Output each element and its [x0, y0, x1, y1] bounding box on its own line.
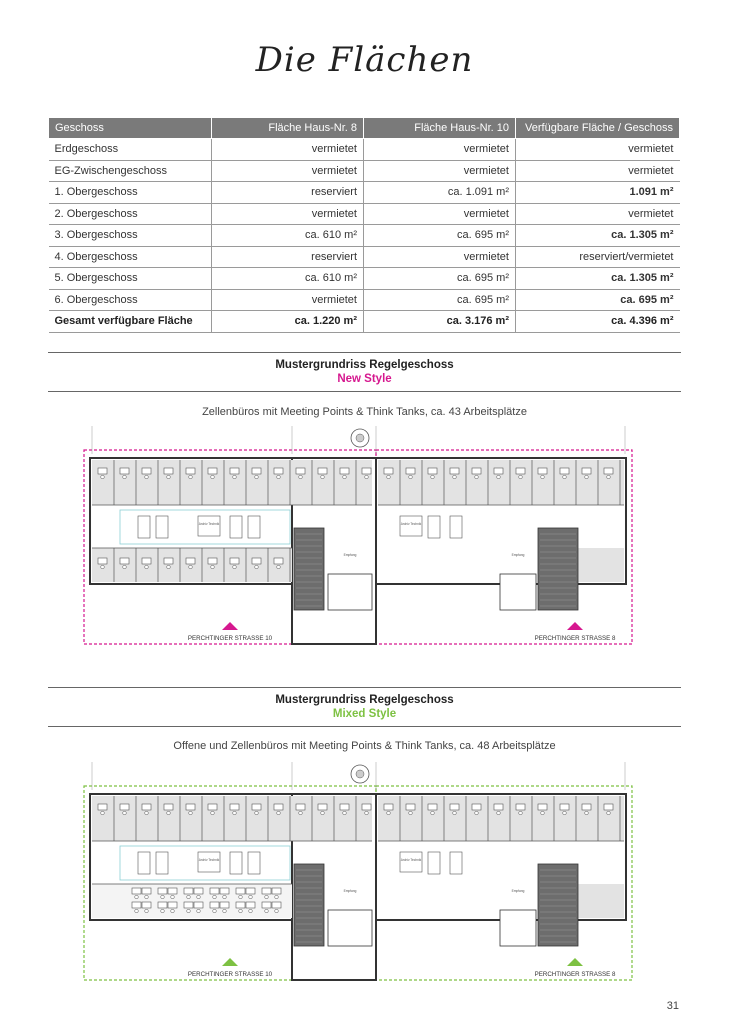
chair	[187, 895, 191, 899]
page-title: Die Flächen	[255, 40, 474, 80]
wc-block-left	[328, 574, 372, 610]
cell-haus8: ca. 610 m²	[212, 268, 364, 290]
meeting-table	[428, 852, 440, 874]
desk	[472, 468, 481, 474]
desk	[230, 468, 239, 474]
chair	[213, 895, 217, 899]
cell-floor: Gesamt verfügbare Fläche	[49, 311, 212, 333]
room-label: Archiv Technik	[400, 858, 422, 862]
desk	[164, 804, 173, 810]
chair	[387, 811, 391, 815]
entrance-triangle	[567, 958, 583, 966]
chair	[135, 895, 139, 899]
cell-haus10: ca. 3.176 m²	[364, 311, 516, 333]
meeting-table	[450, 852, 462, 874]
meeting-table	[138, 516, 150, 538]
section-description: Zellenbüros mit Meeting Points & Think Tanks, ca. 43 Arbeitsplätze	[202, 406, 527, 418]
meeting-table	[248, 516, 260, 538]
chair	[277, 475, 281, 479]
chair	[607, 811, 611, 815]
chair	[453, 475, 457, 479]
cell-haus8: vermietet	[212, 139, 364, 161]
desk	[120, 468, 129, 474]
chair	[189, 475, 193, 479]
desk	[406, 468, 415, 474]
cell-floor: 4. Obergeschoss	[49, 246, 212, 268]
desk	[186, 804, 195, 810]
chair	[475, 811, 479, 815]
section-rule	[48, 726, 681, 727]
chair	[321, 475, 325, 479]
chair	[211, 565, 215, 569]
chair	[167, 811, 171, 815]
chair	[213, 909, 217, 913]
desk	[168, 902, 177, 908]
meeting-table	[156, 852, 168, 874]
table-row	[49, 160, 680, 182]
cell-haus10: vermietet	[364, 139, 516, 161]
table-row	[49, 139, 680, 161]
desk	[230, 804, 239, 810]
spiral-stair-core	[356, 434, 364, 442]
section-rule	[48, 391, 681, 392]
chair	[233, 565, 237, 569]
desk	[230, 558, 239, 564]
desk	[186, 468, 195, 474]
cell-haus10: vermietet	[364, 246, 516, 268]
cell-floor: Erdgeschoss	[49, 139, 212, 161]
section-title: Mustergrundriss Regelgeschoss	[275, 694, 454, 706]
desk	[120, 558, 129, 564]
desk	[184, 902, 193, 908]
chair	[541, 475, 545, 479]
desk	[272, 888, 281, 894]
meeting-table	[138, 852, 150, 874]
meeting-table	[248, 852, 260, 874]
desk	[142, 902, 151, 908]
table-row	[49, 203, 680, 225]
chair	[255, 565, 259, 569]
chair	[211, 811, 215, 815]
chair	[255, 811, 259, 815]
desk	[604, 804, 613, 810]
section-title: Mustergrundriss Regelgeschoss	[275, 359, 454, 371]
meeting-table	[450, 516, 462, 538]
desk	[210, 888, 219, 894]
chair	[497, 811, 501, 815]
room-label: Empfang	[511, 553, 525, 557]
section-style: New Style	[337, 373, 392, 385]
room-label: Archiv Technik	[198, 522, 220, 526]
stair-core-left	[294, 528, 324, 610]
table-row	[49, 182, 680, 204]
chair	[365, 811, 369, 815]
chair	[101, 475, 105, 479]
floor-plan-new-style	[80, 424, 640, 664]
office-row-bottom-right	[576, 548, 624, 582]
desk	[184, 888, 193, 894]
think-tank	[198, 852, 220, 872]
chair	[409, 811, 413, 815]
desk	[384, 804, 393, 810]
chair	[167, 565, 171, 569]
section-rule	[48, 352, 681, 353]
table-header-row	[49, 118, 680, 139]
floor-plan-drawing	[80, 424, 640, 664]
chair	[187, 909, 191, 913]
entrance-triangle	[222, 622, 238, 630]
chair	[541, 811, 545, 815]
cell-available: vermietet	[516, 139, 680, 161]
desk	[274, 804, 283, 810]
chair	[189, 811, 193, 815]
chair	[321, 811, 325, 815]
desk	[538, 468, 547, 474]
chair	[265, 909, 269, 913]
chair	[255, 475, 259, 479]
chair	[123, 475, 127, 479]
office-row-bottom-right	[576, 884, 624, 918]
chair	[497, 475, 501, 479]
chair	[223, 909, 227, 913]
desk	[132, 902, 141, 908]
desk	[538, 804, 547, 810]
desk	[340, 804, 349, 810]
room-label: Empfang	[343, 889, 357, 893]
chair	[277, 565, 281, 569]
chair	[585, 475, 589, 479]
chair	[607, 475, 611, 479]
room-label: Archiv Technik	[198, 858, 220, 862]
desk	[296, 804, 305, 810]
chair	[563, 811, 567, 815]
desk	[194, 902, 203, 908]
cell-haus10: vermietet	[364, 203, 516, 225]
cell-haus10: vermietet	[364, 160, 516, 182]
desk	[582, 468, 591, 474]
chair	[145, 811, 149, 815]
desk	[132, 888, 141, 894]
spiral-stair-core	[356, 770, 364, 778]
header-floor: Geschoss	[49, 118, 212, 139]
think-tank	[198, 516, 220, 536]
stair-core-right	[538, 528, 578, 610]
floor-plan-drawing	[80, 760, 640, 1000]
chair	[409, 475, 413, 479]
header-haus8: Fläche Haus-Nr. 8	[212, 118, 364, 139]
cell-haus8: reserviert	[212, 246, 364, 268]
desk	[208, 558, 217, 564]
desk	[450, 468, 459, 474]
chair	[275, 909, 279, 913]
desk	[450, 804, 459, 810]
office-row-top	[92, 460, 372, 505]
header-haus10: Fläche Haus-Nr. 10	[364, 118, 516, 139]
desk	[98, 468, 107, 474]
cell-available: reserviert/vermietet	[516, 246, 680, 268]
room-label: Empfang	[511, 889, 525, 893]
cell-haus10: ca. 695 m²	[364, 289, 516, 311]
chair	[343, 811, 347, 815]
wc-block-left	[328, 910, 372, 946]
desk	[516, 804, 525, 810]
cell-available: vermietet	[516, 203, 680, 225]
chair	[233, 811, 237, 815]
cell-floor: 1. Obergeschoss	[49, 182, 212, 204]
chair	[365, 475, 369, 479]
chair	[171, 895, 175, 899]
chair	[197, 909, 201, 913]
desk	[98, 804, 107, 810]
chair	[101, 565, 105, 569]
desk	[516, 468, 525, 474]
entrance-label-right: PERCHTINGER STRASSE 8	[534, 971, 616, 978]
desk	[142, 468, 151, 474]
chair	[161, 909, 165, 913]
desk	[236, 888, 245, 894]
chair	[211, 475, 215, 479]
cell-haus8: ca. 610 m²	[212, 225, 364, 247]
chair	[135, 909, 139, 913]
desk	[236, 902, 245, 908]
cell-available: 1.091 m²	[516, 182, 680, 204]
desk	[220, 902, 229, 908]
cell-haus8: vermietet	[212, 203, 364, 225]
section-description: Offene und Zellenbüros mit Meeting Points & Think Tanks, ca. 48 Arbeitsplätze	[173, 740, 556, 752]
desk	[262, 888, 271, 894]
cell-haus10: ca. 695 m²	[364, 268, 516, 290]
cell-haus10: ca. 1.091 m²	[364, 182, 516, 204]
desk	[274, 558, 283, 564]
cell-floor: 5. Obergeschoss	[49, 268, 212, 290]
chair	[431, 475, 435, 479]
desk	[158, 888, 167, 894]
desk	[604, 468, 613, 474]
desk	[428, 468, 437, 474]
chair	[145, 565, 149, 569]
desk	[220, 888, 229, 894]
office-row-bottom	[92, 548, 292, 582]
floor-plan-mixed-style	[80, 760, 640, 1000]
stair-core-left	[294, 864, 324, 946]
chair	[239, 909, 243, 913]
desk	[318, 804, 327, 810]
desk	[560, 468, 569, 474]
table-row	[49, 268, 680, 290]
chair	[387, 475, 391, 479]
desk	[582, 804, 591, 810]
chair	[275, 895, 279, 899]
section-style: Mixed Style	[332, 708, 397, 720]
desk	[428, 804, 437, 810]
desk	[494, 804, 503, 810]
desk	[274, 468, 283, 474]
desk	[246, 902, 255, 908]
chair	[123, 565, 127, 569]
desk	[210, 902, 219, 908]
header-available: Verfügbare Fläche / Geschoss	[516, 118, 680, 139]
chair	[145, 475, 149, 479]
desk	[340, 468, 349, 474]
think-tank	[400, 516, 422, 536]
chair	[249, 895, 253, 899]
entrance-label-left: PERCHTINGER STRASSE 10	[187, 635, 273, 642]
chair	[299, 811, 303, 815]
chair	[475, 475, 479, 479]
meeting-table	[230, 516, 242, 538]
desk	[246, 888, 255, 894]
desk	[186, 558, 195, 564]
desk	[318, 468, 327, 474]
cell-haus8: reserviert	[212, 182, 364, 204]
cell-available: ca. 4.396 m²	[516, 311, 680, 333]
chair	[585, 811, 589, 815]
stair-core-right	[538, 864, 578, 946]
desk	[252, 468, 261, 474]
chair	[197, 895, 201, 899]
chair	[233, 475, 237, 479]
chair	[123, 811, 127, 815]
wc-block-right	[500, 910, 536, 946]
desk	[494, 468, 503, 474]
page-number: 31	[666, 1000, 679, 1012]
entrance-triangle	[567, 622, 583, 630]
entrance-triangle	[222, 958, 238, 966]
desk	[362, 804, 371, 810]
cell-floor: 6. Obergeschoss	[49, 289, 212, 311]
room-label: Empfang	[343, 553, 357, 557]
desk	[120, 804, 129, 810]
chair	[343, 475, 347, 479]
desk	[384, 468, 393, 474]
cell-floor: 2. Obergeschoss	[49, 203, 212, 225]
chair	[299, 475, 303, 479]
chair	[277, 811, 281, 815]
cell-available: ca. 695 m²	[516, 289, 680, 311]
think-tank	[400, 852, 422, 872]
chair	[249, 909, 253, 913]
office-row-top-right	[378, 796, 624, 841]
meeting-table	[230, 852, 242, 874]
desk	[208, 804, 217, 810]
desk	[168, 888, 177, 894]
wc-block-right	[500, 574, 536, 610]
chair	[167, 475, 171, 479]
desk	[362, 468, 371, 474]
office-row-top	[92, 796, 372, 841]
desk	[142, 558, 151, 564]
table-row	[49, 289, 680, 311]
chair	[101, 811, 105, 815]
entrance-label-left: PERCHTINGER STRASSE 10	[187, 971, 273, 978]
cell-floor: EG-Zwischengeschoss	[49, 160, 212, 182]
cell-haus8: vermietet	[212, 289, 364, 311]
cell-floor: 3. Obergeschoss	[49, 225, 212, 247]
desk	[406, 804, 415, 810]
desk	[164, 468, 173, 474]
chair	[171, 909, 175, 913]
chair	[519, 811, 523, 815]
desk	[142, 804, 151, 810]
chair	[431, 811, 435, 815]
cell-available: ca. 1.305 m²	[516, 268, 680, 290]
desk	[560, 804, 569, 810]
chair	[145, 909, 149, 913]
chair	[239, 895, 243, 899]
cell-haus8: vermietet	[212, 160, 364, 182]
section-rule	[48, 687, 681, 688]
chair	[519, 475, 523, 479]
desk	[472, 804, 481, 810]
cell-haus8: ca. 1.220 m²	[212, 311, 364, 333]
area-table	[48, 117, 680, 333]
table-row	[49, 225, 680, 247]
cell-available: vermietet	[516, 160, 680, 182]
desk	[296, 468, 305, 474]
cell-haus10: ca. 695 m²	[364, 225, 516, 247]
office-row-top-right	[378, 460, 624, 505]
table-row	[49, 246, 680, 268]
desk	[98, 558, 107, 564]
desk	[142, 888, 151, 894]
desk	[252, 804, 261, 810]
meeting-table	[428, 516, 440, 538]
table-total-row	[49, 311, 680, 333]
desk	[272, 902, 281, 908]
desk	[252, 558, 261, 564]
desk	[164, 558, 173, 564]
chair	[161, 895, 165, 899]
chair	[145, 895, 149, 899]
desk	[262, 902, 271, 908]
chair	[453, 811, 457, 815]
room-label: Archiv Technik	[400, 522, 422, 526]
desk	[158, 902, 167, 908]
desk	[208, 468, 217, 474]
chair	[563, 475, 567, 479]
desk	[194, 888, 203, 894]
entrance-label-right: PERCHTINGER STRASSE 8	[534, 635, 616, 642]
cell-available: ca. 1.305 m²	[516, 225, 680, 247]
chair	[223, 895, 227, 899]
meeting-table	[156, 516, 168, 538]
chair	[265, 895, 269, 899]
chair	[189, 565, 193, 569]
